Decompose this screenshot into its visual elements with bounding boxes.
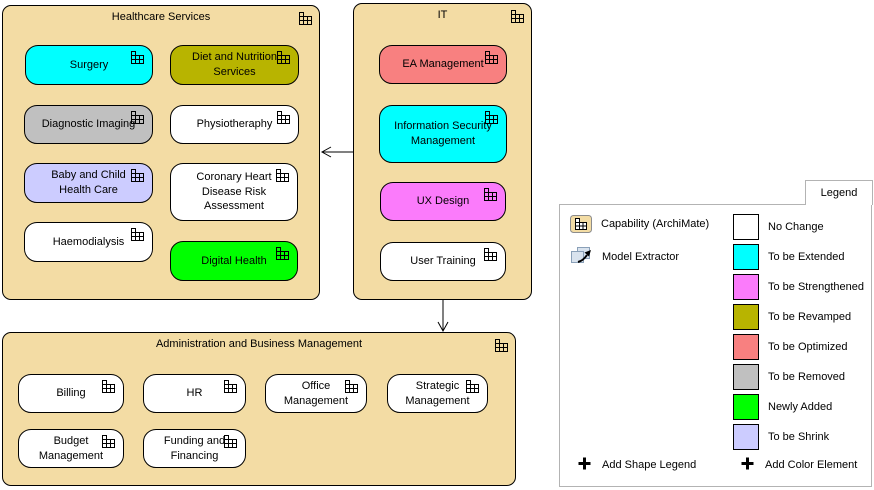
capability-label: Funding and Financing bbox=[163, 434, 226, 462]
capability-surgery[interactable] bbox=[25, 45, 153, 85]
capability-hr[interactable] bbox=[143, 374, 246, 413]
legend-color-item-to-be-optimized[interactable] bbox=[733, 334, 847, 360]
capability-icon bbox=[484, 188, 497, 201]
capability-icon-wrap bbox=[466, 380, 479, 398]
capability-label: Strategic Management bbox=[405, 379, 470, 407]
color-swatch[interactable] bbox=[733, 364, 759, 390]
capability-icon-wrap bbox=[131, 169, 144, 187]
capability-icon-wrap bbox=[131, 51, 144, 69]
add-shape-legend-label: Add Shape Legend bbox=[602, 459, 697, 471]
legend-color-label: To be Shrink bbox=[768, 431, 830, 443]
capability-icon-wrap bbox=[299, 12, 312, 28]
capability-haemodialysis[interactable] bbox=[24, 222, 153, 262]
capability-icon bbox=[484, 248, 497, 261]
capability-icon-wrap bbox=[277, 51, 290, 69]
capability-ux-design[interactable] bbox=[380, 182, 506, 221]
capability-icon-wrap bbox=[484, 248, 497, 266]
color-swatch[interactable] bbox=[733, 334, 759, 360]
capability-icon bbox=[485, 51, 498, 64]
legend-color-label: To be Extended bbox=[768, 251, 845, 263]
capability-icon bbox=[276, 247, 289, 260]
legend-color-label: To be Optimized bbox=[768, 341, 848, 353]
capability-label: Coronary Heart Disease Risk Assessment bbox=[196, 170, 272, 213]
capability-icon-wrap bbox=[131, 111, 144, 129]
capability-icon-wrap bbox=[511, 10, 524, 26]
capability-icon-wrap bbox=[102, 380, 115, 398]
group-administration-and-business-management[interactable] bbox=[2, 332, 516, 486]
capability-icon-wrap bbox=[224, 380, 237, 398]
capability-icon-wrap bbox=[277, 111, 290, 129]
capability-icon-wrap bbox=[485, 111, 498, 129]
legend-color-item-to-be-strengthened[interactable] bbox=[733, 274, 864, 300]
capability-icon-wrap bbox=[276, 247, 289, 265]
capability-icon-wrap bbox=[131, 228, 144, 246]
capability-information-security-management[interactable] bbox=[379, 105, 507, 163]
capability-ea-management[interactable] bbox=[379, 45, 507, 84]
legend-color-label: Newly Added bbox=[768, 401, 833, 413]
capability-icon bbox=[277, 51, 290, 64]
capability-budget-management[interactable] bbox=[18, 429, 124, 468]
arrow-it-to-administration[interactable] bbox=[438, 300, 448, 331]
legend-color-label: To be Strengthened bbox=[768, 281, 865, 293]
legend-color-label: To be Removed bbox=[768, 371, 846, 383]
color-swatch[interactable] bbox=[733, 304, 759, 330]
legend-shape-item-capability-archimate[interactable] bbox=[570, 215, 709, 233]
legend-shape-label: Capability (ArchiMate) bbox=[601, 218, 710, 230]
capability-label: UX Design bbox=[416, 195, 470, 208]
capability-icon-wrap bbox=[345, 380, 358, 398]
legend-panel bbox=[559, 204, 872, 487]
capability-strategic-management[interactable] bbox=[387, 374, 488, 413]
capability-label: Physiotheraphy bbox=[196, 118, 273, 131]
capability-label: User Training bbox=[410, 255, 476, 268]
color-swatch[interactable] bbox=[733, 424, 759, 450]
add-color-element-button[interactable] bbox=[741, 457, 857, 473]
capability-icon-wrap bbox=[495, 339, 508, 355]
legend-color-item-to-be-shrink[interactable] bbox=[733, 424, 829, 450]
group-title: IT bbox=[437, 9, 448, 21]
capability-icon-wrap bbox=[224, 435, 237, 453]
capability-archimate-icon bbox=[570, 215, 592, 233]
legend-tab-label: Legend bbox=[820, 187, 858, 199]
capability-icon bbox=[466, 380, 479, 393]
capability-funding-and-financing[interactable] bbox=[143, 429, 246, 468]
capability-physiotheraphy[interactable] bbox=[170, 105, 299, 144]
capability-icon bbox=[485, 111, 498, 124]
capability-icon bbox=[277, 111, 290, 124]
capability-icon bbox=[276, 169, 289, 182]
capability-diet-and-nutrition-services[interactable] bbox=[170, 45, 299, 85]
capability-billing[interactable] bbox=[18, 374, 124, 413]
capability-icon bbox=[495, 339, 508, 352]
color-swatch[interactable] bbox=[733, 274, 759, 300]
capability-icon-wrap bbox=[485, 51, 498, 69]
capability-digital-health[interactable] bbox=[170, 241, 298, 281]
capability-label: Diagnostic Imaging bbox=[41, 118, 136, 131]
color-swatch[interactable] bbox=[733, 214, 759, 240]
capability-label: Surgery bbox=[69, 58, 109, 71]
add-shape-legend-button[interactable] bbox=[578, 457, 696, 473]
add-color-element-label: Add Color Element bbox=[765, 459, 858, 471]
legend-color-label: To be Revamped bbox=[768, 311, 852, 323]
capability-icon bbox=[102, 435, 115, 448]
legend-color-item-to-be-revamped[interactable] bbox=[733, 304, 851, 330]
legend-color-item-newly-added[interactable] bbox=[733, 394, 832, 420]
capability-label: Office Management bbox=[283, 379, 349, 407]
legend-color-item-no-change[interactable] bbox=[733, 214, 824, 240]
group-title: Administration and Business Management bbox=[155, 338, 363, 350]
capability-icon bbox=[511, 10, 524, 23]
capability-icon bbox=[224, 380, 237, 393]
legend-tab[interactable] bbox=[805, 180, 873, 205]
legend-color-item-to-be-removed[interactable] bbox=[733, 364, 845, 390]
plus-icon bbox=[578, 457, 591, 473]
capability-label: Billing bbox=[56, 387, 86, 400]
capability-icon bbox=[224, 435, 237, 448]
group-it[interactable] bbox=[353, 3, 532, 300]
group-healthcare-services[interactable] bbox=[2, 5, 320, 300]
color-swatch[interactable] bbox=[733, 244, 759, 270]
model-extractor-icon bbox=[570, 246, 593, 267]
capability-coronary-heart-disease-risk-assessment[interactable] bbox=[170, 163, 298, 221]
capability-icon-wrap bbox=[102, 435, 115, 453]
capability-label: HR bbox=[186, 387, 203, 400]
legend-shape-label: Model Extractor bbox=[602, 250, 680, 263]
legend-color-label: No Change bbox=[768, 221, 824, 233]
capability-icon-wrap bbox=[276, 169, 289, 187]
capability-label: Digital Health bbox=[201, 254, 267, 267]
capability-diagnostic-imaging[interactable] bbox=[24, 105, 153, 144]
capability-icon bbox=[102, 380, 115, 393]
capability-baby-and-child-health-care[interactable] bbox=[24, 163, 153, 203]
capability-icon bbox=[131, 169, 144, 182]
capability-icon bbox=[131, 51, 144, 64]
capability-label: Haemodialysis bbox=[52, 235, 125, 248]
arrow-it-to-healthcare-services[interactable] bbox=[322, 147, 353, 157]
plus-icon bbox=[741, 457, 754, 473]
capability-label: Baby and Child Health Care bbox=[51, 169, 126, 196]
capability-icon-wrap bbox=[484, 188, 497, 206]
capability-label: Budget Management bbox=[38, 434, 104, 462]
capability-icon bbox=[345, 380, 358, 393]
legend-color-item-to-be-extended[interactable] bbox=[733, 244, 844, 270]
capability-icon bbox=[131, 111, 144, 124]
capability-label: EA Management bbox=[402, 58, 484, 71]
color-swatch[interactable] bbox=[733, 394, 759, 420]
capability-office-management[interactable] bbox=[265, 374, 367, 413]
capability-icon bbox=[131, 228, 144, 241]
capability-label: Information Security Management bbox=[394, 120, 492, 147]
group-title: Healthcare Services bbox=[111, 11, 211, 23]
capability-icon bbox=[299, 12, 312, 25]
legend-shape-item-model-extractor[interactable] bbox=[570, 246, 679, 267]
capability-user-training[interactable] bbox=[380, 242, 506, 281]
capability-label: Diet and Nutrition Services bbox=[192, 51, 277, 78]
